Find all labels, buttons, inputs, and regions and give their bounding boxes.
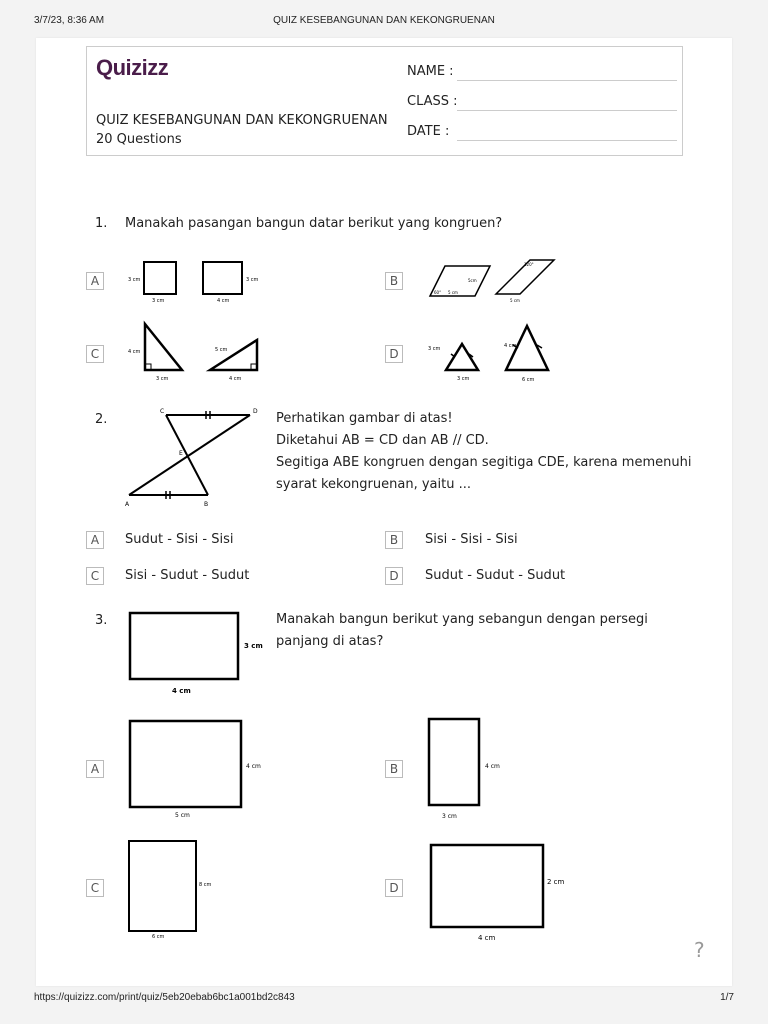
print-header <box>0 15 768 33</box>
print-url: https://quizizz.com/print/quiz/5eb20ebab6bc1a001bd2c843 <box>34 992 295 1003</box>
q3-label-height: 3 cm <box>244 642 263 650</box>
q3d-label-width: 4 cm <box>478 934 496 942</box>
print-title: QUIZ KESEBANGUNAN DAN KEKONGRUENAN <box>273 15 495 26</box>
q3-option-a-box[interactable]: A <box>86 760 104 778</box>
print-page-number: 1/7 <box>720 992 734 1003</box>
q2-label-d: D <box>253 408 258 415</box>
q1b-label-c: 5 cm <box>448 290 458 295</box>
q1-option-c-figure <box>126 320 266 388</box>
q1c-label-d: 4 cm <box>229 376 242 382</box>
q1b-label-angle: 120° <box>524 262 534 267</box>
q2-figure <box>124 406 264 512</box>
q3b-label-height: 4 cm <box>485 763 500 770</box>
q1b-label-a: 60° <box>434 290 442 295</box>
print-datetime: 3/7/23, 8:36 AM <box>34 15 105 26</box>
q1-option-d-figure <box>424 320 564 388</box>
name-label: NAME : <box>407 64 454 79</box>
q3-option-c-box[interactable]: C <box>86 879 104 897</box>
q3-option-b-figure <box>426 716 516 824</box>
q3-option-d-figure <box>428 842 568 942</box>
q1d-label-d: 6 cm <box>522 377 535 383</box>
q1-option-b-box[interactable]: B <box>385 272 403 290</box>
q2-option-c-text[interactable]: Sisi - Sudut - Sudut <box>125 568 250 583</box>
q1b-label-b: 5cm <box>468 278 477 283</box>
class-field <box>407 94 677 112</box>
q2-option-a-text[interactable]: Sudut - Sisi - Sisi <box>125 532 234 547</box>
print-footer <box>0 992 768 1010</box>
question-2-text <box>276 408 691 496</box>
question-3-number: 3. <box>95 613 108 628</box>
q1a-label-bottom: 3 cm <box>152 298 165 304</box>
q2-option-c-box[interactable]: C <box>86 567 104 585</box>
q3c-label-width: 6 cm <box>152 934 165 940</box>
quizizz-logo: Quizizz <box>96 55 169 80</box>
q2-label-b: B <box>204 501 209 508</box>
q3-option-c-figure <box>126 838 226 942</box>
name-line <box>457 80 677 81</box>
question-3-text <box>276 609 648 653</box>
q3-option-b-box[interactable]: B <box>385 760 403 778</box>
q2-option-d-text[interactable]: Sudut - Sudut - Sudut <box>425 568 566 583</box>
q2-text-line-2: Diketahui AB = CD dan AB // CD. <box>276 433 489 448</box>
q1c-label-a: 4 cm <box>128 349 141 355</box>
q1c-label-c: 5 cm <box>215 347 228 353</box>
q3-text-line-1: Manakah bangun berikut yang sebangun dengan persegi <box>276 612 648 627</box>
quiz-title: QUIZ KESEBANGUNAN DAN KEKONGRUENAN <box>96 113 388 128</box>
q3-option-d-box[interactable]: D <box>385 879 403 897</box>
class-label: CLASS : <box>407 94 458 109</box>
quiz-header-box <box>86 46 683 156</box>
question-1-number: 1. <box>95 216 108 231</box>
q3a-label-height: 4 cm <box>246 763 261 770</box>
q1-option-b-figure <box>426 254 558 306</box>
q3-label-width: 4 cm <box>172 687 191 695</box>
q1a-label-right: 3 cm <box>246 277 259 283</box>
help-icon[interactable]: ? <box>694 938 705 962</box>
name-field <box>407 64 677 82</box>
date-label: DATE : <box>407 124 450 139</box>
q2-text-line-4: syarat kekongruenan, yaitu ... <box>276 477 471 492</box>
date-line <box>457 140 677 141</box>
q2-label-e: E <box>179 450 183 457</box>
q1-option-a-figure <box>128 254 263 304</box>
q2-text-line-1: Perhatikan gambar di atas! <box>276 411 453 426</box>
q3-text-line-2: panjang di atas? <box>276 634 384 649</box>
q1a-label-bottom2: 4 cm <box>217 298 230 304</box>
q1d-label-c: 4 cm <box>504 343 517 349</box>
question-count: 20 Questions <box>96 132 182 147</box>
q1d-label-b: 3 cm <box>457 376 470 382</box>
quiz-page <box>36 38 732 986</box>
q1a-label-left: 3 cm <box>128 277 141 283</box>
q3d-label-height: 2 cm <box>547 878 565 886</box>
q2-text-line-3: Segitiga ABE kongruen dengan segitiga CDE, karena memenuhi <box>276 455 692 470</box>
q3b-label-width: 3 cm <box>442 813 457 820</box>
q3c-label-height: 8 cm <box>199 882 212 888</box>
q2-option-b-text[interactable]: Sisi - Sisi - Sisi <box>425 532 518 547</box>
class-line <box>457 110 677 111</box>
q2-label-a: A <box>125 501 130 508</box>
q3-figure <box>126 610 266 700</box>
date-field <box>407 124 677 142</box>
q2-option-d-box[interactable]: D <box>385 567 403 585</box>
q3-option-a-figure <box>128 718 268 823</box>
question-2-number: 2. <box>95 412 108 427</box>
q1-option-d-box[interactable]: D <box>385 345 403 363</box>
q1-option-c-box[interactable]: C <box>86 345 104 363</box>
q1b-label-d: 5 cm <box>510 298 520 303</box>
q3a-label-width: 5 cm <box>175 812 190 819</box>
question-1-text: Manakah pasangan bangun datar berikut yang kongruen? <box>125 216 503 231</box>
q2-option-b-box[interactable]: B <box>385 531 403 549</box>
q2-label-c: C <box>160 408 165 415</box>
q1d-label-a: 3 cm <box>428 346 441 352</box>
q2-option-a-box[interactable]: A <box>86 531 104 549</box>
q1-option-a-box[interactable]: A <box>86 272 104 290</box>
q1c-label-b: 3 cm <box>156 376 169 382</box>
